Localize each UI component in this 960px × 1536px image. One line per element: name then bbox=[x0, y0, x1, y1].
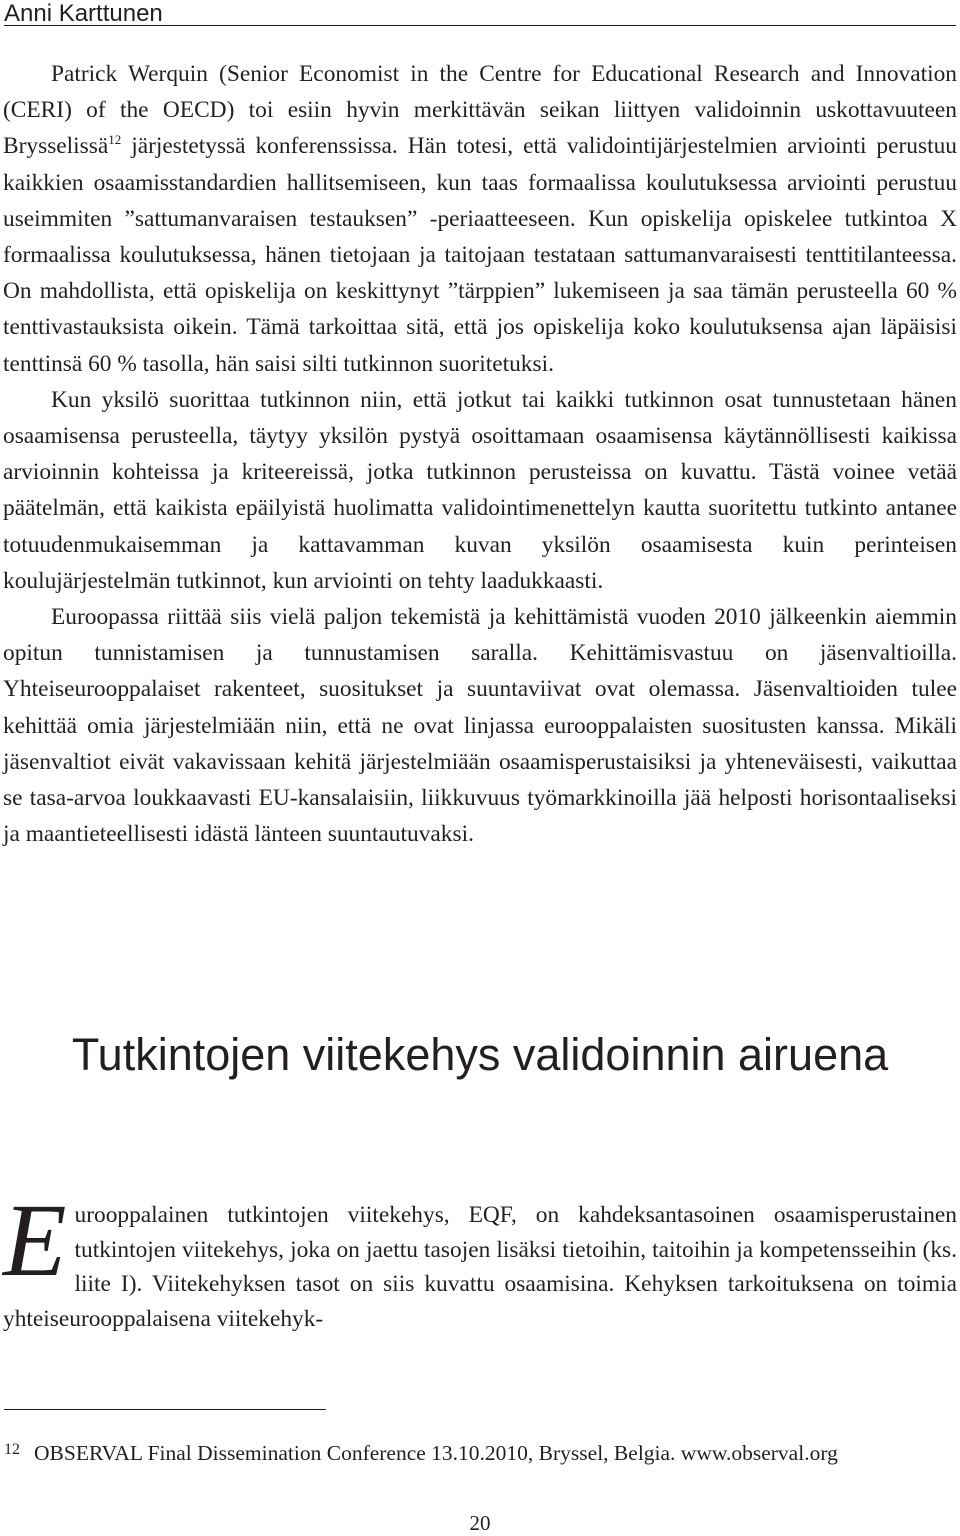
body-text bbox=[3, 56, 957, 852]
footnote bbox=[4, 1436, 960, 1467]
paragraph-1-text-a: Patrick Werquin (Senior Economist in the Centre for Educational Research and Innovation (CERI) of the OECD) toi esiin hyvin merkittävän seikan liittyen validoinnin uskottavuuteen Brysselissä bbox=[3, 61, 957, 160]
header-rule bbox=[4, 25, 956, 26]
page-number: 20 bbox=[469, 1511, 491, 1535]
drop-cap: E bbox=[3, 1183, 67, 1298]
section-lead-text: urooppalainen tutkintojen viitekehys, EQF, on kahdeksantasoinen osaamisperustainen tutkintojen viitekehys, joka on jaettu tasojen lisäksi tietoihin, taitoihin ja kompetensseihin (ks. liite I). Viitekehyksen tasot on siis kuvattu osaamisina. Kehyksen tarkoituksena on toimia yhteiseurooppalaisena viitekehyk- bbox=[3, 1202, 957, 1332]
running-header-author: Anni Karttunen bbox=[4, 0, 163, 27]
footnote-reference[interactable]: 12 bbox=[108, 132, 122, 148]
paragraph-2: Kun yksilö suorittaa tutkinnon niin, että jotkut tai kaikki tutkinnon osat tunnustetaan hänen osaamisensa perusteella, täytyy yksilön pystyä osoittamaan osaamisensa käytännöllisesti kaikissa arvioinnin kohteissa ja kriteereissä, jotka tutkinnon perusteissa on kuvattu. Tästä voinee vetää päätelmän, että kaikista epäilyistä huolimatta validointimenettelyn kautta suoritettu tutkinto antanee totuudenmukaisemman ja kattavamman kuvan yksilön osaamisesta kuin perinteisen koulujärjestelmän tutkinnot, kun arviointi on tehty laadukkaasti. bbox=[3, 386, 957, 594]
footnote-text: OBSERVAL Final Dissemination Conference 13.10.2010, Bryssel, Belgia. www.observal.org bbox=[34, 1441, 838, 1465]
paragraph-3: Euroopassa riittää siis vielä paljon tekemistä ja kehittämistä vuoden 2010 jälkeenkin aiemmin opitun tunnistamisen ja tunnustamisen saralla. Kehittämisvastuu on jäsenvaltioilla. Yhteiseurooppalaiset rakenteet, suositukset ja suuntaviivat ovat olemassa. Jäsenvaltioiden tulee kehittää omia järjestelmiään niin, että ne ovat linjassa eurooppalaisten suositusten kanssa. Mikäli jäsenvaltiot eivät vakavissaan kehitä järjestelmiään osaamisperustaisiksi ja yhteneväisesti, vaikuttaa se tasa-arvoa loukkaavasti EU-kansalaisiin, liikkuvuus työmarkkinoilla jää helposti horisontaaliseksi ja maantieteellisesti idästä länteen suuntautuvaksi. bbox=[3, 604, 957, 848]
footnote-number: 12 bbox=[4, 1441, 20, 1458]
section-lead-paragraph bbox=[3, 1183, 957, 1336]
paragraph-1 bbox=[3, 56, 957, 382]
section-heading: Tutkintojen viitekehys validoinnin airuena bbox=[71, 1029, 889, 1080]
paragraph-1-text-b: järjestetyssä konferenssissa. Hän totesi, että validointijärjestelmien arviointi perustuu kaikkien osaamisstandardien hallitsemiseen, kun taas formaalissa koulutuksessa arviointi perustuu useimmiten ”sattumanvaraisen testauksen” -periaatteeseen. Kun opiskelija opiskelee tutkintoa X formaalissa koulutuksessa, hänen tietojaan ja taitojaan testataan sattumanvaraisesti tenttitilanteessa. On mahdollista, että opiskelija on keskittynyt ”tärppien” lukemiseen ja saa tämän perusteella 60 % tenttivastauksista oikein. Tämä tarkoittaa sitä, että jos opiskelija koko koulutuksensa ajan läpäisisi tenttinsä 60 % tasolla, hän saisi silti tutkinnon suoritetuksi. bbox=[3, 133, 957, 377]
footnote-rule bbox=[4, 1409, 326, 1410]
